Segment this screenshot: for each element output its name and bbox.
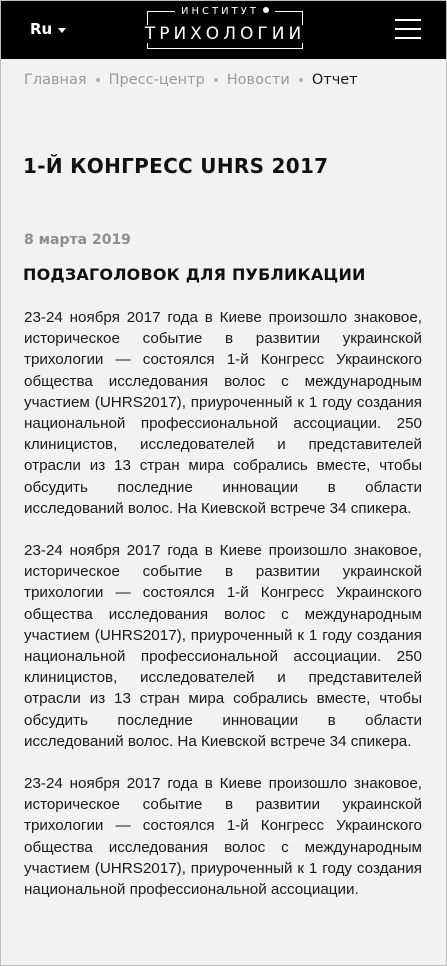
breadcrumb-item-press-center[interactable]: Пресс-центр — [108, 72, 205, 88]
logo-top-text: ИНСТИТУТ — [181, 6, 259, 17]
language-label: Ru — [30, 20, 53, 38]
article-paragraph: 23-24 ноября 2017 года в Киеве произошло знаковое, историческое событие в развитии украинской трихологии — состоялся 1-й Конгресс Украинского общества исследования волос с международным участием (UHRS2017), приуроченный к 1 году создания национальной профессиональной ассоциации. 250 клиницистов, исследователей и представителей отрасли из 13 стран мира собрались вместе, чтобы обсудить последние инновации в области исследований волос. На Киевской встрече 34 спикера. — [24, 309, 422, 517]
article-paragraph: 23-24 ноября 2017 года в Киеве произошло знаковое, историческое событие в развитии украинской трихологии — состоялся 1-й Конгресс Украинского общества исследования волос с международным участием (UHRS2017), приуроченный к 1 году создания национальной профессиональной ассоциации. 250 клиницистов, исследователей и представителей отрасли из 13 стран мира собрались вместе, чтобы обсудить последние инновации в области исследований волос. На Киевской встрече 34 спикера. — [24, 542, 422, 750]
page-title: 1-Й КОНГРЕСС UHRS 2017 — [23, 154, 329, 178]
breadcrumb — [24, 72, 358, 88]
breadcrumb-separator — [96, 78, 100, 82]
menu-icon[interactable] — [395, 18, 421, 40]
chevron-down-icon — [58, 28, 66, 33]
breadcrumb-item-home[interactable]: Главная — [24, 72, 87, 88]
language-selector[interactable] — [30, 20, 66, 38]
article-subtitle: ПОДЗАГОЛОВОК ДЛЯ ПУБЛИКАЦИИ — [23, 265, 366, 284]
logo-main-text: ТРИХОЛОГИИ — [144, 24, 306, 44]
article-paragraph: 23-24 ноября 2017 года в Киеве произошло знаковое, историческое событие в развитии украинской трихологии — состоялся 1-й Конгресс Украинского общества исследования волос с международным участием (UHRS2017), приуроченный к 1 году создания национальной профессиональной ассоциации. — [24, 775, 422, 899]
article-body — [24, 307, 422, 921]
breadcrumb-separator — [299, 78, 303, 82]
publish-date: 8 марта 2019 — [24, 232, 131, 248]
logo-top-line — [137, 6, 313, 18]
breadcrumb-separator — [214, 78, 218, 82]
breadcrumb-item-news[interactable]: Новости — [226, 72, 290, 88]
site-header — [0, 0, 447, 59]
site-logo[interactable] — [137, 6, 313, 52]
logo-dot-icon — [263, 7, 269, 13]
breadcrumb-current: Отчет — [311, 72, 358, 88]
